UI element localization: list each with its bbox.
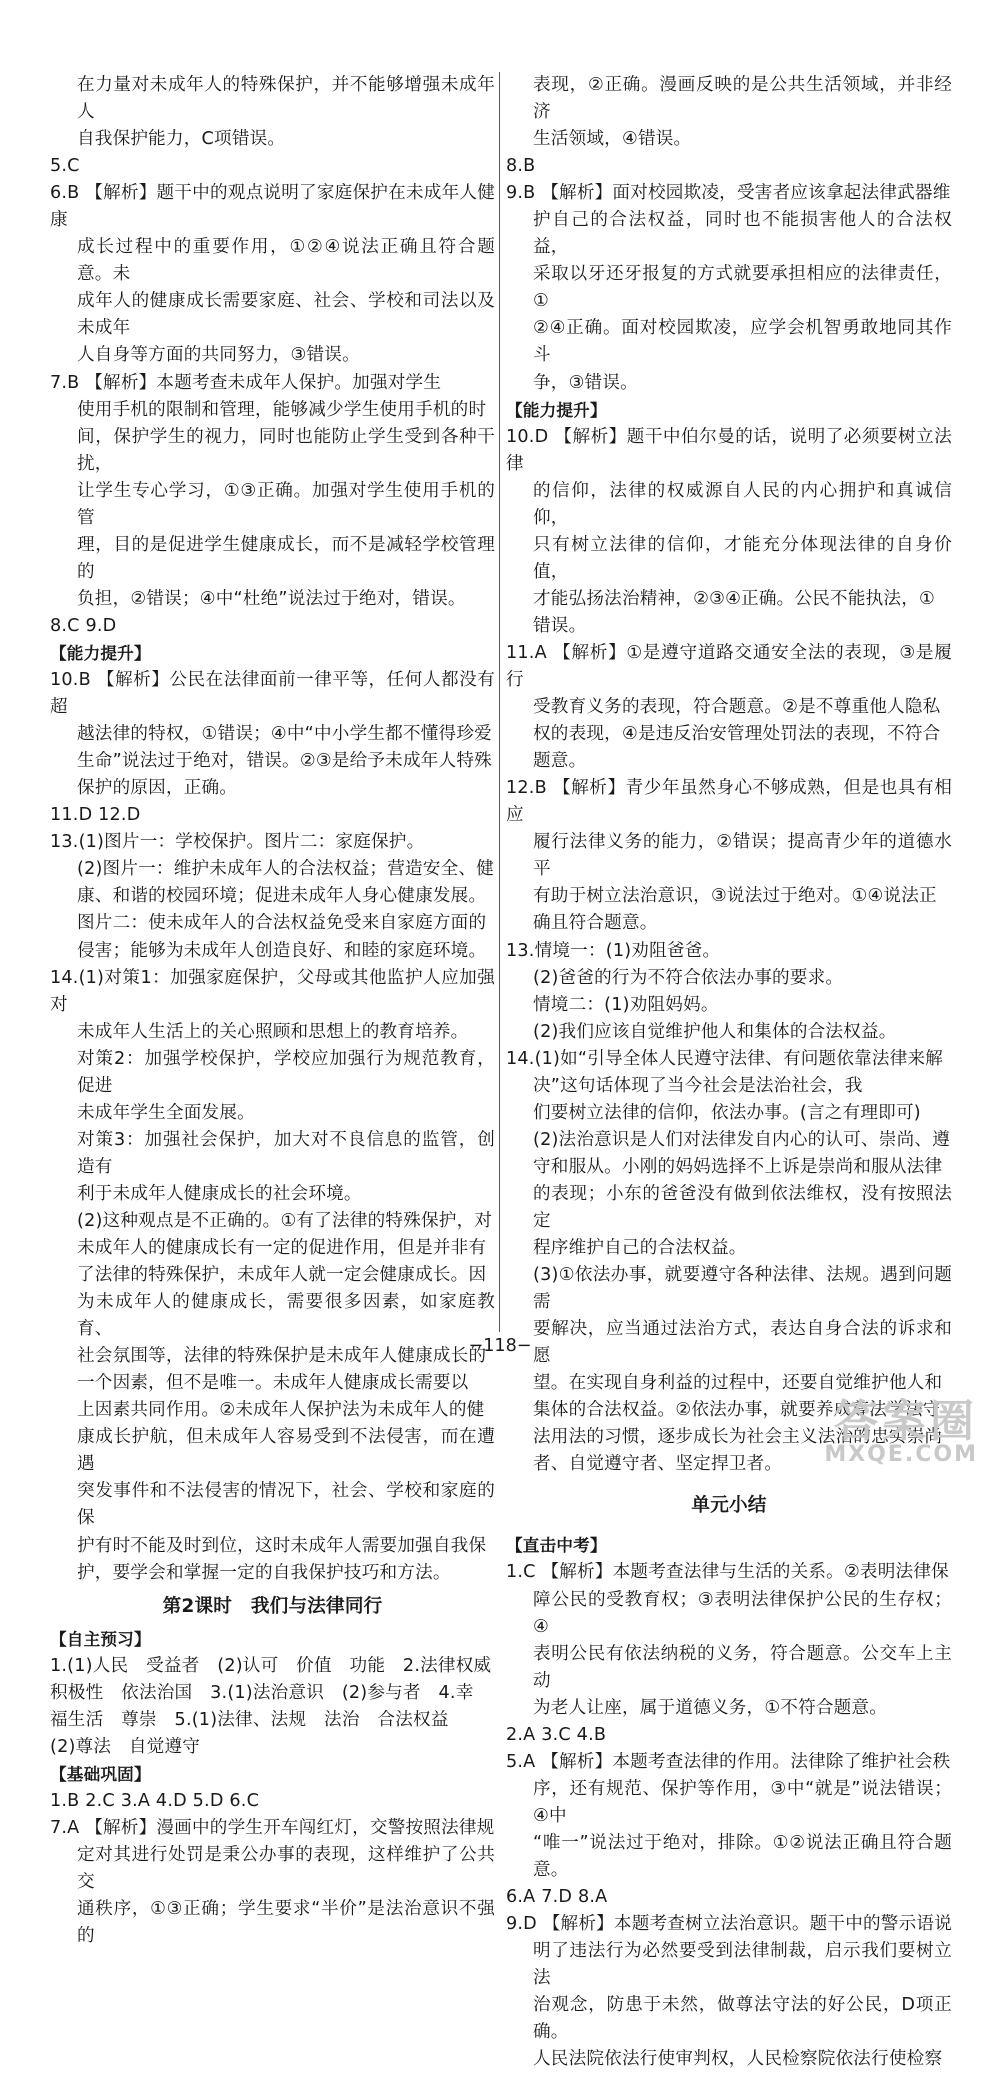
text-line: 程序维护自己的合法权益。: [533, 1238, 747, 1259]
text-line: 8.B: [506, 156, 536, 177]
text-line: 人自身等方面的共同努力，③错误。: [77, 345, 360, 366]
text-line: 自我保护能力，C项错误。: [77, 129, 286, 150]
text-line: 通秩序，①③正确；学生要求“半价”是法治意识不强的: [77, 1899, 495, 1947]
text-line: 决”这句话体现了当今社会是法治社会，我: [533, 1075, 863, 1096]
column-divider: [499, 72, 500, 1332]
text-line: 错误。: [533, 615, 587, 636]
text-line: 争，③错误。: [533, 372, 638, 393]
text-line: 护有时不能及时到位，这时未成年人需要加强自我保: [77, 1535, 487, 1556]
text-line: 保护的原因，正确。: [77, 778, 238, 799]
text-line: 6.B 【解析】题干中的观点说明了家庭保护在未成年人健康: [50, 183, 495, 231]
text-line: 在力量对未成年人的特殊保护，并不能够增强未成年人: [77, 75, 495, 123]
text-line: 只有树立法律的信仰，才能充分体现法律的自身价值，: [533, 534, 952, 582]
watermark-line2: MXQE.COM: [824, 1442, 978, 1467]
text-line: 10.D 【解析】题干中伯尔曼的话，说明了必须要树立法律: [506, 426, 952, 474]
text-line: 利于未成年人健康成长的社会环境。: [77, 1183, 362, 1204]
section-heading: 【能力提升】: [50, 643, 151, 663]
text-line: 护，要学会和掌握一定的自我保护技巧和方法。: [77, 1562, 451, 1583]
text-line: 13.情境一：(1)劝阻爸爸。: [506, 940, 721, 961]
text-line: 才能弘扬法治精神，②③④正确。公民不能执法，①: [533, 588, 935, 609]
unit-title: 单元小结: [691, 1495, 767, 1517]
text-line: 侵害；能够为未成年人创造良好、和睦的家庭环境。: [77, 940, 487, 961]
section-heading: 【直击中考】: [506, 1536, 607, 1556]
text-line: 的信仰，法律的权威源自人民的内心拥护和真诚信仰，: [533, 480, 952, 528]
text-line: 履行法律义务的能力，②错误；提高青少年的道德水平: [533, 832, 952, 880]
text-line: 康、和谐的校园环境；促进未成年人身心健康发展。: [77, 886, 487, 907]
watermark-line1: 答案圈: [834, 1396, 978, 1447]
text-line: 2.A 3.C 4.B: [506, 1724, 607, 1745]
text-line: 人民法院依法行使审判权，人民检察院依法行使检察: [533, 2049, 943, 2070]
text-line: ②④正确。面对校园欺凌，应学会机智勇敢地同其作斗: [533, 318, 952, 366]
text-line: (2)法治意识是人们对法律发自内心的认可、崇尚、遵: [533, 1129, 950, 1150]
text-line: 未成年学生全面发展。: [77, 1102, 255, 1123]
text-line: 10.B 【解析】公民在法律面前一律平等，任何人都没有超: [50, 670, 495, 718]
text-line: 让学生专心学习，①③正确。加强对学生使用手机的管: [77, 480, 495, 528]
text-line: 7.A 【解析】漫画中的学生开车闯红灯，交警按照法律规: [50, 1817, 495, 1838]
text-line: 对策2：加强学校保护，学校应加强行为规范教育，促进: [77, 1048, 495, 1096]
text-line: 成年人的健康成长需要家庭、社会、学校和司法以及未成年: [77, 291, 495, 339]
text-line: 13.(1)图片一：学校保护。图片二：家庭保护。: [50, 832, 425, 853]
text-line: 情境二：(1)劝阻妈妈。: [533, 994, 719, 1015]
text-line: 生命”说法过于绝对，错误。②③是给予未成年人特殊: [77, 751, 492, 772]
page-number: −118−: [468, 1336, 532, 1356]
text-line: 治观念，防患于未然，做尊法守法的好公民，D项正确。: [533, 1995, 952, 2043]
text-line: 9.D 【解析】本题考查树立法治意识。题干中的警示语说: [506, 1914, 952, 1935]
text-line: 5.C: [50, 156, 80, 177]
text-line: 表明公民有依法纳税的义务，符合题意。公交车上主动: [533, 1643, 952, 1691]
right-column: [506, 72, 952, 2073]
text-line: 明了违法行为必然要受到法律制裁，启示我们要树立法: [533, 1941, 952, 1989]
text-line: 1.C 【解析】本题考查法律与生活的关系。②表明法律保: [506, 1562, 949, 1583]
text-line: 1.B 2.C 3.A 4.D 5.D 6.C: [50, 1790, 260, 1811]
text-line: 一个因素，但不是唯一。未成年人健康成长需要以: [77, 1373, 469, 1394]
text-line: 了法律的特殊保护，未成年人就一定会健康成长。因: [77, 1265, 487, 1286]
text-line: 要解决，应当通过法治方式，表达自身合法的诉求和愿: [533, 1319, 952, 1367]
text-line: 定对其进行处罚是秉公办事的表现，这样维护了公共交: [77, 1845, 495, 1893]
text-line: 权的表现，④是违反治安管理处罚法的表现，不符合: [533, 724, 941, 745]
text-line: 对策3：加强社会保护，加大对不良信息的监管，创造有: [77, 1129, 495, 1177]
text-line: 间，保护学生的视力，同时也能防止学生受到各种干扰，: [77, 426, 495, 474]
text-line: 9.B 【解析】面对校园欺凌，受害者应该拿起法律武器维: [506, 183, 951, 204]
text-line: 采取以牙还牙报复的方式就要承担相应的法律责任，①: [533, 264, 952, 312]
text-line: 未成年人生活上的关心照顾和思想上的教育培养。: [77, 1021, 469, 1042]
text-line: (2)尊法 自觉遵守: [50, 1736, 201, 1757]
text-line: 有助于树立法治意识，③说法过于绝对。①④说法正: [533, 886, 937, 907]
text-line: 的表现；小东的爸爸没有做到依法维权，没有按照法定: [533, 1183, 952, 1231]
text-line: 1.(1)人民 受益者 (2)认可 价值 功能 2.法律权威: [50, 1655, 492, 1676]
text-line: 障公民的受教育权；③表明法律保护公民的生存权；④: [533, 1589, 952, 1637]
text-line: 11.D 12.D: [50, 805, 141, 826]
text-line: 护自己的合法权益，同时也不能损害他人的合法权益，: [533, 210, 952, 258]
text-line: 们要树立法律的信仰，依法办事。(言之有理即可): [533, 1102, 921, 1123]
text-line: 6.A 7.D 8.A: [506, 1887, 608, 1908]
text-line: 福生活 尊崇 5.(1)法律、法规 法治 合法权益: [50, 1709, 449, 1730]
text-line: 12.B 【解析】青少年虽然身心不够成熟，但是也具有相应: [506, 778, 952, 826]
text-line: (2)我们应该自觉维护他人和集体的合法权益。: [533, 1021, 897, 1042]
text-line: 未成年人的健康成长有一定的促进作用，但是并非有: [77, 1238, 487, 1259]
text-line: (3)①依法办事，就要遵守各种法律、法规。遇到问题需: [533, 1265, 952, 1313]
text-line: 负担，②错误；④中“杜绝”说法过于绝对，错误。: [77, 588, 466, 609]
text-line: (2)这种观点是不正确的。①有了法律的特殊保护，对: [77, 1210, 493, 1231]
section-heading: 【自主预习】: [50, 1629, 151, 1649]
text-line: 5.A 【解析】本题考查法律的作用。法律除了维护社会秩: [506, 1751, 951, 1772]
text-line: 守和服从。小刚的妈妈选择不上诉是崇尚和服从法律: [533, 1156, 943, 1177]
text-line: 突发事件和不法侵害的情况下，社会、学校和家庭的保: [77, 1481, 495, 1529]
text-line: 法用法的习惯，逐步成长为社会主义法治的忠实崇尚: [533, 1427, 943, 1448]
text-line: 表现，②正确。漫画反映的是公共生活领域，并非经济: [533, 75, 952, 123]
text-line: 生活领域，④错误。: [533, 129, 692, 150]
text-line: 上因素共同作用。②未成年人保护法为未成年人的健: [77, 1400, 485, 1421]
watermark-logo: [824, 1396, 978, 1467]
text-line: 受教育义务的表现，符合题意。②是不尊重他人隐私: [533, 697, 941, 718]
text-line: 使用手机的限制和管理，能够减少学生使用手机的时: [77, 399, 487, 420]
text-line: 14.(1)对策1：加强家庭保护，父母或其他监护人应加强对: [50, 967, 495, 1015]
text-line: 望。在实现自身利益的过程中，还要自觉维护他人和: [533, 1373, 943, 1394]
text-line: 图片二：使未成年人的合法权益免受来自家庭方面的: [77, 913, 487, 934]
text-line: 为未成年人的健康成长，需要很多因素，如家庭教育、: [77, 1292, 495, 1340]
text-line: 康成长护航，但未成年人容易受到不法侵害，而在遭遇: [77, 1427, 495, 1475]
section-heading: 【基础巩固】: [50, 1764, 151, 1784]
section-heading: 【能力提升】: [506, 400, 607, 420]
text-line: 11.A 【解析】①是遵守道路交通安全法的表现，③是履行: [506, 642, 952, 691]
text-line: 社会氛围等，法律的特殊保护是未成年人健康成长的: [77, 1346, 487, 1367]
text-line: 为老人让座，属于道德义务，①不符合题意。: [533, 1697, 888, 1718]
text-line: 序，还有规范、保护等作用，③中“就是”说法错误；④中: [533, 1778, 952, 1826]
text-line: 成长过程中的重要作用，①②④说法正确且符合题意。未: [77, 237, 495, 285]
text-line: “唯一”说法过于绝对，排除。①②说法正确且符合题意。: [533, 1832, 952, 1880]
text-line: 者、自觉遵守者、坚定捍卫者。: [533, 1454, 783, 1475]
text-line: 理，目的是促进学生健康成长，而不是减轻学校管理的: [77, 534, 495, 582]
text-line: 14.(1)如“引导全体人民遵守法律、有问题依靠法律来解: [506, 1048, 944, 1069]
lesson-title: 第2课时 我们与法律同行: [162, 1595, 383, 1617]
text-line: 越法律的特权，①错误；④中“中小学生都不懂得珍爱: [77, 724, 492, 745]
text-line: 题意。: [533, 751, 587, 772]
text-line: 8.C 9.D: [50, 615, 117, 636]
text-line: 7.B 【解析】本题考查未成年人保护。加强对学生: [50, 372, 442, 393]
text-line: 确且符合题意。: [533, 913, 658, 934]
text-line: 积极性 依法治国 3.(1)法治意识 (2)参与者 4.幸: [50, 1682, 474, 1703]
text-line: (2)爸爸的行为不符合依法办事的要求。: [533, 967, 844, 988]
text-line: 集体的合法权益。②依法办事，就要养成尊法学法守: [533, 1400, 941, 1421]
text-line: (2)图片一：维护未成年人的合法权益；营造安全、健: [77, 859, 494, 880]
left-column: [50, 72, 495, 1950]
